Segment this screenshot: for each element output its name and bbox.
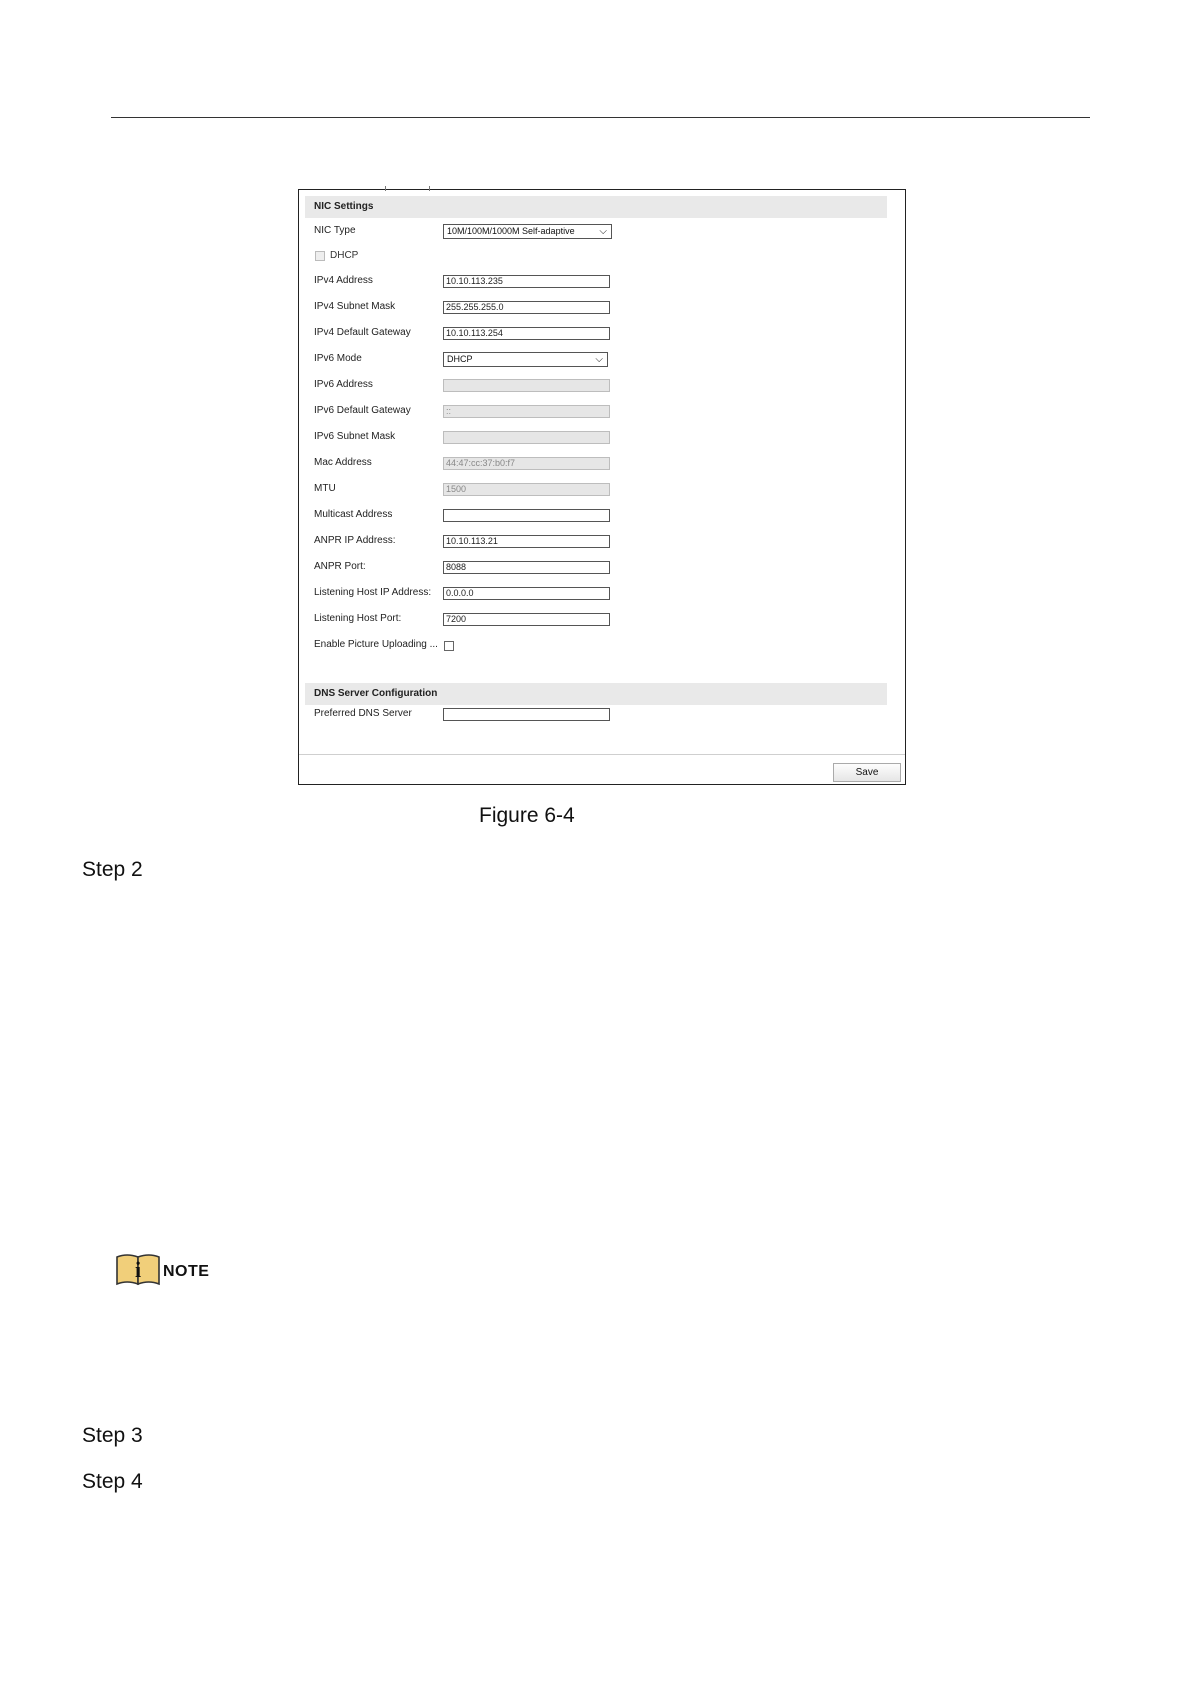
note-book-icon xyxy=(115,1252,161,1286)
note-label: NOTE xyxy=(163,1263,210,1280)
dns-settings-header: DNS Server Configuration xyxy=(305,683,887,705)
ipv6-mode-label: IPv6 Mode xyxy=(314,353,362,364)
chevron-down-icon: ⌵ xyxy=(595,354,603,365)
tab-divider xyxy=(385,186,386,191)
chevron-down-icon: ⌵ xyxy=(599,226,607,237)
note-callout xyxy=(115,1252,210,1286)
anpr-ip-input[interactable]: 10.10.113.21 xyxy=(443,535,610,548)
dhcp-label: DHCP xyxy=(330,250,359,261)
ipv4-address-label: IPv4 Address xyxy=(314,275,373,286)
nic-settings-header: NIC Settings xyxy=(305,196,887,218)
listening-host-port-label: Listening Host Port: xyxy=(314,613,402,624)
save-button[interactable]: Save xyxy=(833,763,901,782)
header-rule xyxy=(111,117,1090,118)
preferred-dns-label: Preferred DNS Server xyxy=(314,708,412,719)
picture-uploading-label: Enable Picture Uploading ... xyxy=(314,639,438,650)
anpr-ip-label: ANPR IP Address: xyxy=(314,535,396,546)
step-4-label: Step 4 xyxy=(82,1470,143,1493)
ipv6-address-input[interactable] xyxy=(443,379,610,392)
anpr-port-input[interactable]: 8088 xyxy=(443,561,610,574)
mtu-input[interactable]: 1500 xyxy=(443,483,610,496)
ipv4-subnet-mask-label: IPv4 Subnet Mask xyxy=(314,301,396,312)
ipv6-mode-select[interactable] xyxy=(443,352,608,367)
listening-host-port-input[interactable]: 7200 xyxy=(443,613,610,626)
network-settings-figure xyxy=(298,189,906,785)
picture-uploading-checkbox[interactable] xyxy=(444,641,454,651)
listening-host-ip-label: Listening Host IP Address: xyxy=(314,587,432,598)
mac-address-label: Mac Address xyxy=(314,457,372,468)
ipv4-subnet-mask-input[interactable]: 255.255.255.0 xyxy=(443,301,610,314)
nic-type-label: NIC Type xyxy=(314,225,356,236)
multicast-address-input[interactable] xyxy=(443,509,610,522)
ipv6-mode-value: DHCP xyxy=(447,354,473,364)
listening-host-ip-input[interactable]: 0.0.0.0 xyxy=(443,587,610,600)
step-2-label: Step 2 xyxy=(82,858,143,881)
ipv6-address-label: IPv6 Address xyxy=(314,379,373,390)
anpr-port-label: ANPR Port: xyxy=(314,561,366,572)
tab-divider xyxy=(429,186,430,191)
step-3-label: Step 3 xyxy=(82,1424,143,1447)
ipv6-subnet-mask-input[interactable] xyxy=(443,431,610,444)
mtu-label: MTU xyxy=(314,483,336,494)
mac-address-input[interactable]: 44:47:cc:37:b0:f7 xyxy=(443,457,610,470)
dhcp-checkbox[interactable] xyxy=(315,251,325,261)
note-icon-letter: i xyxy=(134,1257,142,1282)
ipv4-address-input[interactable]: 10.10.113.235 xyxy=(443,275,610,288)
nic-type-select[interactable] xyxy=(443,224,612,239)
ipv4-gateway-label: IPv4 Default Gateway xyxy=(314,327,411,338)
footer-divider xyxy=(299,754,905,755)
preferred-dns-input[interactable] xyxy=(443,708,610,721)
ipv6-gateway-label: IPv6 Default Gateway xyxy=(314,405,411,416)
multicast-address-label: Multicast Address xyxy=(314,509,393,520)
ipv4-gateway-input[interactable]: 10.10.113.254 xyxy=(443,327,610,340)
ipv6-subnet-mask-label: IPv6 Subnet Mask xyxy=(314,431,396,442)
ipv6-gateway-input[interactable]: :: xyxy=(443,405,610,418)
figure-caption: Figure 6-4 xyxy=(479,804,575,827)
nic-type-value: 10M/100M/1000M Self-adaptive xyxy=(447,226,575,236)
